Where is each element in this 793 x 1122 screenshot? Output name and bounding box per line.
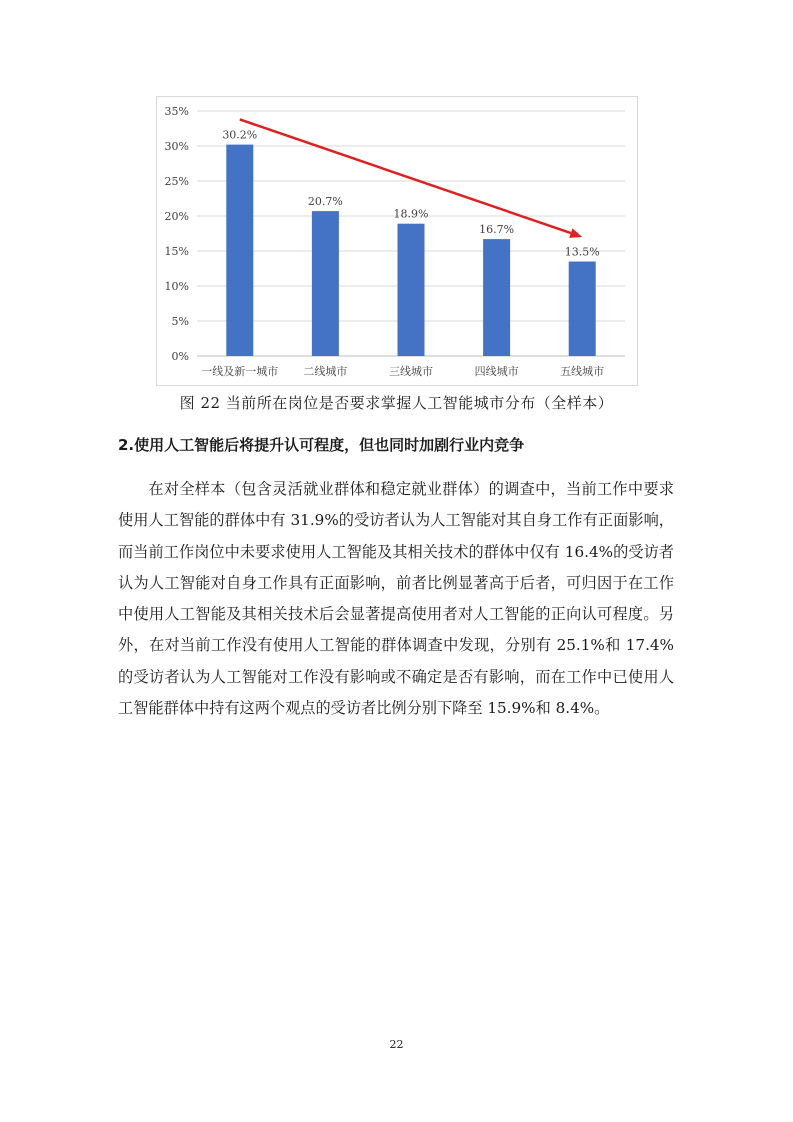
y-tick-label: 10% xyxy=(164,280,189,293)
x-tick-label: 一线及新一城市 xyxy=(201,365,279,378)
section-heading: 2.使用人工智能后将提升认可程度，但也同时加剧行业内竞争 xyxy=(118,436,525,454)
data-label: 16.7% xyxy=(479,223,515,237)
figure-caption: 图 22 当前所在岗位是否要求掌握人工智能城市分布（全样本） xyxy=(179,394,614,412)
bar-chart xyxy=(156,96,638,386)
data-label: 13.5% xyxy=(564,245,600,259)
trend-arrow-head xyxy=(569,228,582,237)
y-tick-label: 15% xyxy=(164,245,189,258)
chart-canvas xyxy=(157,97,637,385)
bar xyxy=(569,262,596,357)
x-tick-label: 三线城市 xyxy=(389,365,433,378)
y-tick-label: 0% xyxy=(171,350,189,363)
y-tick-label: 25% xyxy=(164,175,189,188)
bar xyxy=(398,224,425,356)
x-tick-label: 五线城市 xyxy=(560,365,605,378)
data-label: 20.7% xyxy=(307,195,343,209)
bar xyxy=(226,145,253,356)
data-label: 18.9% xyxy=(393,207,429,221)
y-tick-label: 5% xyxy=(171,315,189,328)
bar xyxy=(483,239,510,356)
page-number: 22 xyxy=(389,1038,404,1051)
body-paragraph: 在对全样本（包含灵活就业群体和稳定就业群体）的调查中，当前工作中要求使用人工智能的群体中有 31.9%的受访者认为人工智能对其自身工作有正面影响，而当前工作岗位中未要求使用人工智能及其相关技术的群体中仅有 16.4%的受访者认为人工智能对自身工作具有正面影响，前者比例显著高于后者，可归因于在工作中使用人工智能及其相关技术后会显著提高使用者对人工智能的正向认可程度。另外，在对当前工作没有使用人工智能的群体调查中发现，分别有 25.1%和 17.4%的受访者认为人工智能对工作没有影响或不确定是否有影响，而在工作中已使用人工智能群体中持有这两个观点的受访者比例分别下降至 15.9%和 8.4%。 xyxy=(118,480,674,718)
y-tick-label: 35% xyxy=(164,105,189,118)
data-label: 30.2% xyxy=(222,128,258,142)
x-tick-label: 四线城市 xyxy=(474,365,519,378)
y-tick-label: 20% xyxy=(164,210,189,223)
y-tick-label: 30% xyxy=(164,140,189,153)
x-tick-label: 二线城市 xyxy=(303,365,348,378)
bar xyxy=(312,211,339,356)
